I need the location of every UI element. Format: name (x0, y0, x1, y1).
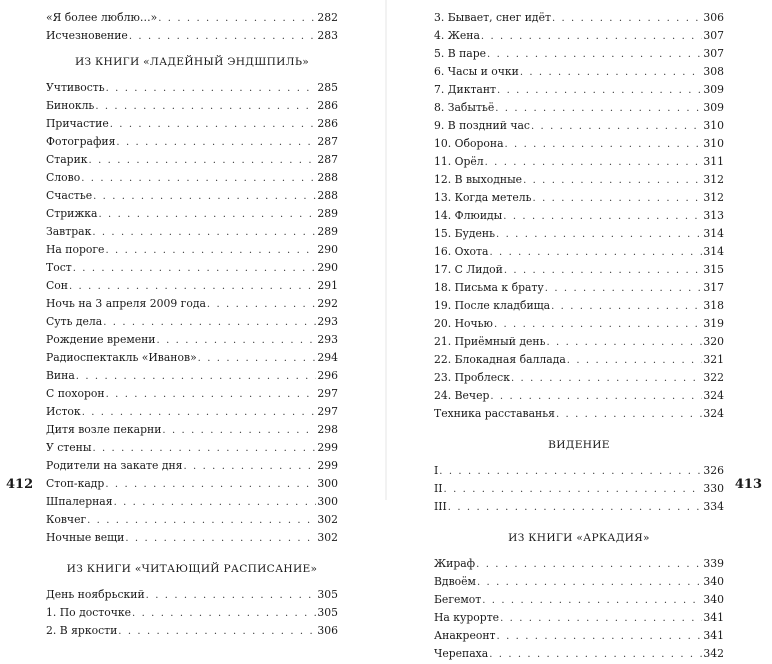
toc-entry-title: Дитя возле пекарни (46, 423, 162, 436)
dot-leader (184, 458, 317, 476)
toc-entry-page: 297 (317, 405, 338, 418)
toc-entry-title: 21. Приёмный день (434, 335, 546, 348)
toc-entry-title: 13. Когда метель (434, 191, 532, 204)
toc-entry-page: 288 (317, 171, 338, 184)
toc-entry-page: 318 (703, 299, 724, 312)
toc-entry-title: Фотография (46, 135, 116, 148)
dot-leader (448, 499, 703, 517)
toc-entry-title: Причастие (46, 117, 109, 130)
dot-leader (157, 332, 317, 350)
toc-entry-title: Бинокль (46, 99, 95, 112)
toc-entry-page: 302 (317, 513, 338, 526)
toc-entry-page: 326 (703, 464, 724, 477)
dot-leader (146, 587, 317, 605)
toc-entry-title: 7. Диктант (434, 83, 497, 96)
dot-leader (485, 154, 703, 172)
dot-leader (497, 628, 703, 646)
dot-leader (116, 134, 316, 152)
toc-entry-page: 312 (703, 191, 724, 204)
toc-entry-page: 302 (317, 531, 338, 544)
toc-entry-page: 317 (703, 281, 724, 294)
toc-entry-page: 340 (703, 575, 724, 588)
toc-entry (46, 169, 338, 187)
toc-entry (434, 243, 724, 261)
toc-entry (46, 421, 338, 439)
dot-leader (106, 80, 317, 98)
toc-entry-page: 299 (317, 459, 338, 472)
toc-entry-page: 298 (317, 423, 338, 436)
toc-entry-page: 305 (317, 588, 338, 601)
toc-entry (46, 277, 338, 295)
left-toc (46, 9, 338, 640)
dot-leader (114, 494, 317, 512)
toc-entry-page: 311 (703, 155, 724, 168)
dot-leader (494, 316, 702, 334)
dot-leader (89, 152, 317, 170)
toc-entry-page: 293 (317, 333, 338, 346)
dot-leader (198, 350, 317, 368)
toc-entry-page: 320 (703, 335, 724, 348)
toc-entry-title: Завтрак (46, 225, 92, 238)
toc-entry-page: 292 (317, 297, 338, 310)
toc-entry (46, 586, 338, 604)
toc-entry-title: На пороге (46, 243, 105, 256)
toc-entry (434, 498, 724, 516)
toc-entry-title: У стены (46, 441, 92, 454)
toc-entry-title: Слово (46, 171, 81, 184)
page-number-left: 412 (6, 477, 34, 492)
toc-entry (434, 645, 724, 663)
dot-leader (481, 28, 703, 46)
toc-entry-title: Вдвоём (434, 575, 476, 588)
toc-entry-title: Ночь на 3 апреля 2009 года (46, 297, 206, 310)
toc-entry-title: Стоп-кадр (46, 477, 105, 490)
dot-leader (523, 172, 702, 190)
toc-entry-page: 297 (317, 387, 338, 400)
toc-entry (434, 63, 724, 81)
dot-leader (162, 422, 316, 440)
dot-leader (490, 388, 702, 406)
toc-entry (434, 315, 724, 333)
toc-entry (434, 555, 724, 573)
right-page (386, 0, 772, 660)
toc-entry-page: 312 (703, 173, 724, 186)
toc-entry-page: 287 (317, 135, 338, 148)
toc-entry (434, 387, 724, 405)
toc-entry-title: «Я более люблю…» (46, 11, 158, 24)
toc-entry (46, 187, 338, 205)
toc-entry-title: 9. В поздний час (434, 119, 530, 132)
chitayushchiy-raspisanie-entries (46, 586, 338, 640)
dot-leader (132, 605, 316, 623)
right-toc (434, 9, 724, 663)
dot-leader (444, 481, 703, 499)
dot-leader (567, 352, 703, 370)
dot-leader (69, 278, 316, 296)
toc-entry-page: 286 (317, 117, 338, 130)
dot-leader (76, 368, 317, 386)
toc-entry-page: 310 (703, 119, 724, 132)
dot-leader (82, 404, 317, 422)
toc-entry-title: 5. В паре (434, 47, 487, 60)
toc-entry-title: 23. Проблеск (434, 371, 510, 384)
dot-leader (489, 244, 702, 262)
toc-entry-page: 307 (703, 29, 724, 42)
toc-entry-title: Исток (46, 405, 81, 418)
toc-entry-title: III (434, 500, 447, 513)
toc-entry (434, 480, 724, 498)
toc-entry (46, 457, 338, 475)
section-heading-chitayushchiy-raspisanie: ИЗ КНИГИ «ЧИТАЮЩИЙ РАСПИСАНИЕ» (66, 563, 318, 575)
toc-entry-page: 300 (317, 495, 338, 508)
dot-leader (476, 556, 702, 574)
toc-entry-title: 24. Вечер (434, 389, 490, 402)
toc-entry (46, 403, 338, 421)
left-page (0, 0, 386, 637)
toc-entry (46, 97, 338, 115)
toc-entry-page: 309 (703, 101, 724, 114)
toc-entry-page: 288 (317, 189, 338, 202)
toc-entry (46, 151, 338, 169)
toc-entry (46, 331, 338, 349)
dot-leader (125, 530, 316, 548)
toc-entry-page: 306 (703, 11, 724, 24)
toc-entry (434, 627, 724, 645)
ladeyny-endshpil-entries (46, 79, 338, 547)
toc-entry-title: Суть дела (46, 315, 103, 328)
toc-entry-page: 290 (317, 243, 338, 256)
toc-entry-title: II (434, 482, 443, 495)
dot-leader (92, 440, 316, 458)
toc-entry (434, 462, 724, 480)
toc-entry-page: 308 (703, 65, 724, 78)
dot-leader (533, 190, 703, 208)
dot-leader (489, 646, 702, 664)
toc-entry (434, 117, 724, 135)
toc-entry-page: 321 (703, 353, 724, 366)
toc-entry-page: 300 (317, 477, 338, 490)
dot-leader (98, 206, 316, 224)
page-number-right: 413 (734, 477, 762, 492)
toc-entry (46, 604, 338, 622)
dot-leader (110, 116, 317, 134)
toc-entry (434, 171, 724, 189)
toc-entry (434, 297, 724, 315)
toc-entry (46, 511, 338, 529)
toc-entry-page: 330 (703, 482, 724, 495)
toc-entry (434, 261, 724, 279)
dot-leader (158, 10, 316, 28)
toc-entry-title: Рождение времени (46, 333, 156, 346)
dot-leader (81, 170, 316, 188)
toc-entry (46, 223, 338, 241)
toc-entry (434, 189, 724, 207)
toc-entry-page: 307 (703, 47, 724, 60)
toc-entry (434, 135, 724, 153)
toc-entry-page: 305 (317, 606, 338, 619)
toc-entry-page: 310 (703, 137, 724, 150)
toc-entry (434, 45, 724, 63)
toc-entry-title: Учтивость (46, 81, 105, 94)
dot-leader (497, 82, 702, 100)
toc-entry (46, 79, 338, 97)
dot-leader (500, 610, 702, 628)
toc-entry (46, 241, 338, 259)
toc-entry-page: 314 (703, 245, 724, 258)
toc-entry (434, 369, 724, 387)
toc-entry (434, 279, 724, 297)
toc-entry-title: Анакреонт (434, 629, 496, 642)
toc-entry-title: Старик (46, 153, 88, 166)
dot-leader (482, 592, 702, 610)
toc-entry (46, 493, 338, 511)
toc-entry-page: 319 (703, 317, 724, 330)
toc-entry-title: Бегемот (434, 593, 482, 606)
toc-entry-title: Шпалерная (46, 495, 113, 508)
dot-leader (73, 260, 317, 278)
toc-entry (46, 115, 338, 133)
toc-entry-page: 291 (317, 279, 338, 292)
toc-entry-title: 14. Флюиды (434, 209, 503, 222)
toc-entry (46, 205, 338, 223)
dot-leader (95, 98, 316, 116)
toc-entry-title: 20. Ночью (434, 317, 493, 330)
left-top-entries (46, 9, 338, 45)
toc-entry (46, 27, 338, 45)
toc-entry (434, 591, 724, 609)
toc-entry-title: 4. Жена (434, 29, 480, 42)
dot-leader (545, 280, 703, 298)
toc-entry-title: 15. Будень (434, 227, 496, 240)
toc-entry-title: Ковчег (46, 513, 87, 526)
dot-leader (439, 463, 702, 481)
right-top-entries (434, 9, 724, 423)
toc-entry (434, 99, 724, 117)
dot-leader (546, 334, 702, 352)
toc-entry-title: Техника расставанья (434, 407, 555, 420)
dot-leader (105, 242, 316, 260)
dot-leader (106, 386, 317, 404)
toc-entry (46, 439, 338, 457)
toc-entry-title: Вина (46, 369, 75, 382)
toc-entry (434, 225, 724, 243)
toc-entry-title: Исчезновение (46, 29, 128, 42)
section-heading-ladeyny-endshpil: ИЗ КНИГИ «ЛАДЕЙНЫЙ ЭНДШПИЛЬ» (74, 56, 310, 68)
toc-entry-title: 11. Орёл (434, 155, 484, 168)
toc-entry-page: 286 (317, 99, 338, 112)
dot-leader (552, 10, 702, 28)
dot-leader (477, 574, 702, 592)
toc-entry-title: С похорон (46, 387, 105, 400)
toc-entry-page: 315 (703, 263, 724, 276)
toc-entry-title: Жираф (434, 557, 476, 570)
toc-entry (46, 475, 338, 493)
toc-entry-title: Радиоспектакль «Иванов» (46, 351, 197, 364)
toc-entry (434, 81, 724, 99)
toc-entry-title: Родители на закате дня (46, 459, 183, 472)
toc-entry (46, 385, 338, 403)
toc-entry-title: 6. Часы и очки (434, 65, 519, 78)
toc-entry-page: 290 (317, 261, 338, 274)
toc-entry (46, 295, 338, 313)
toc-entry-page: 324 (703, 389, 724, 402)
toc-entry-page: 341 (703, 611, 724, 624)
toc-entry-page: 282 (317, 11, 338, 24)
toc-entry-title: Черепаха (434, 647, 489, 660)
toc-entry (46, 529, 338, 547)
dot-leader (556, 406, 702, 424)
toc-entry (46, 367, 338, 385)
section-heading-arkadiya: ИЗ КНИГИ «АРКАДИЯ» (508, 532, 650, 544)
dot-leader (487, 46, 702, 64)
toc-entry-title: 3. Бывает, снег идёт (434, 11, 551, 24)
toc-entry-title: 8. Забытьё (434, 101, 495, 114)
toc-entry-title: 17. С Лидой (434, 263, 503, 276)
toc-entry-page: 287 (317, 153, 338, 166)
toc-entry (46, 9, 338, 27)
toc-entry-title: 1. По досточке (46, 606, 132, 619)
dot-leader (105, 476, 316, 494)
toc-entry-title: 18. Письма к брату (434, 281, 544, 294)
toc-entry-title: Ночные вещи (46, 531, 125, 544)
dot-leader (93, 188, 316, 206)
toc-entry-page: 322 (703, 371, 724, 384)
toc-entry (46, 622, 338, 640)
toc-entry (434, 27, 724, 45)
toc-entry-title: 2. В яркости (46, 624, 118, 637)
toc-entry-title: 10. Оборона (434, 137, 504, 150)
toc-entry-title: Стрижка (46, 207, 98, 220)
toc-entry-page: 342 (703, 647, 724, 660)
toc-entry-title: 19. После кладбища (434, 299, 551, 312)
toc-entry (434, 609, 724, 627)
toc-entry (434, 9, 724, 27)
toc-entry-title: На курорте (434, 611, 500, 624)
dot-leader (103, 314, 316, 332)
dot-leader (207, 296, 316, 314)
toc-entry-page: 293 (317, 315, 338, 328)
dot-leader (551, 298, 702, 316)
dot-leader (504, 262, 703, 280)
toc-entry-page: 339 (703, 557, 724, 570)
dot-leader (87, 512, 316, 530)
toc-entry (46, 349, 338, 367)
toc-entry-page: 296 (317, 369, 338, 382)
dot-leader (118, 623, 316, 641)
toc-entry-page: 294 (317, 351, 338, 364)
toc-entry-page: 314 (703, 227, 724, 240)
toc-entry (434, 333, 724, 351)
toc-entry-title: 12. В выходные (434, 173, 523, 186)
toc-entry (434, 351, 724, 369)
toc-entry-page: 324 (703, 407, 724, 420)
dot-leader (129, 28, 317, 46)
toc-entry-page: 340 (703, 593, 724, 606)
dot-leader (496, 226, 702, 244)
dot-leader (92, 224, 316, 242)
toc-entry-page: 306 (317, 624, 338, 637)
toc-entry-page: 334 (703, 500, 724, 513)
dot-leader (503, 208, 702, 226)
toc-entry-title: Сон (46, 279, 68, 292)
toc-entry (46, 133, 338, 151)
arkadiya-entries (434, 555, 724, 663)
toc-entry (434, 405, 724, 423)
toc-entry-page: 289 (317, 207, 338, 220)
toc-entry (46, 313, 338, 331)
dot-leader (531, 118, 702, 136)
toc-entry-title: 22. Блокадная баллада (434, 353, 566, 366)
toc-entry-page: 299 (317, 441, 338, 454)
toc-entry-page: 341 (703, 629, 724, 642)
toc-entry (46, 259, 338, 277)
toc-entry-page: 309 (703, 83, 724, 96)
dot-leader (511, 370, 702, 388)
videnie-entries (434, 462, 724, 516)
dot-leader (495, 100, 702, 118)
toc-entry-title: 16. Охота (434, 245, 489, 258)
toc-entry-page: 289 (317, 225, 338, 238)
toc-entry-page: 283 (317, 29, 338, 42)
toc-entry-page: 285 (317, 81, 338, 94)
toc-entry-title: Счастье (46, 189, 93, 202)
toc-entry (434, 153, 724, 171)
dot-leader (505, 136, 703, 154)
section-heading-videnie: ВИДЕНИЕ (548, 439, 610, 451)
toc-entry-title: День ноябрьский (46, 588, 145, 601)
toc-entry (434, 207, 724, 225)
toc-entry-page: 313 (703, 209, 724, 222)
toc-entry-title: Тост (46, 261, 72, 274)
dot-leader (520, 64, 703, 82)
toc-entry-title: I (434, 464, 439, 477)
toc-entry (434, 573, 724, 591)
